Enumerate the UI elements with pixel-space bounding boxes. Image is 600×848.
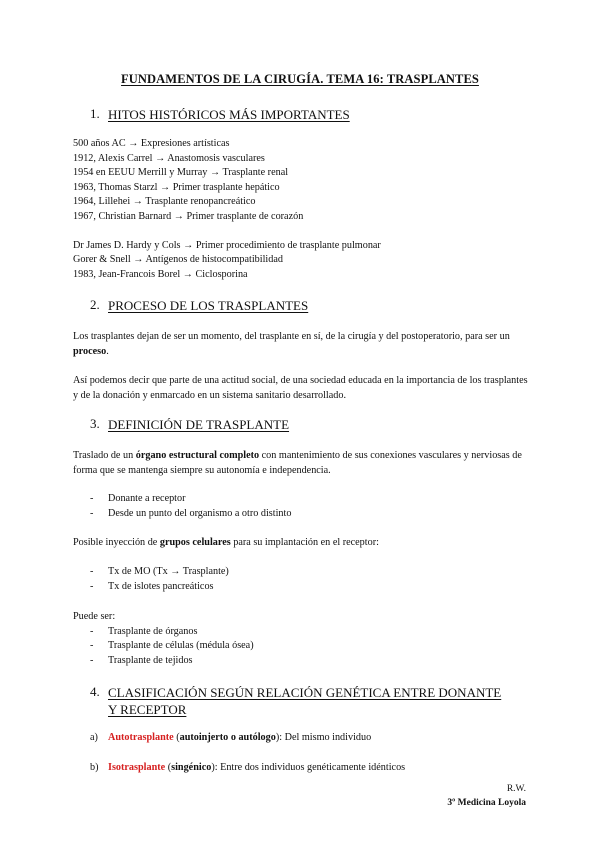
puede-ser-label: Puede ser:	[73, 611, 116, 622]
milestone-item: 500 años AC → Expresiones artísticas	[73, 138, 230, 149]
document-page: FUNDAMENTOS DE LA CIRUGÍA. TEMA 16: TRASPLANTES 1. HITOS HISTÓRICOS MÁS IMPORTANTES 500 años AC → Expresiones artísticas 1912, Alexis Carrel → Anastomosis vasculares 1954 en EEUU Merrill y Murray → Trasplante renal 1963, Thomas Starzl → Primer trasplante hepático 1964, Lillehei → Trasplante renopancreático 1967, Christian Barnard → Primer trasplante de corazón Dr James D. Hardy y Cols → Primer procedimiento de trasplante pulmonar Gorer & Snell → Antígenos de histocompatibilidad 1983, Jean-Francois Borel → Ciclosporina 2. PROCESO DE LOS TRASPLANTES Los trasplantes dejan de ser un momento, del trasplante en sí, de la cirugía y del postoperatorio, para ser un proceso. Así podemos decir que parte de una actitud social, de una sociedad educada en la importancia de los trasplantes y de la donación y enmarcado en un sistema sanitario desarrollado. 3. DEFINICIÓN DE TRASPLANTE Traslado de un órgano estructural completo con mantenimiento de sus conexiones vasculares y nerviosas de forma que se mantenga siempre su autonomía e independencia. - Donante a receptor - Desde un punto del organismo a otro distinto Posible inyección de grupos celulares para su implantación en el receptor: - Tx de MO (Tx → Trasplante) - Tx de islotes pancreáticos Puede ser: - Trasplante de órganos - Trasplante de células (médula ósea) - Trasplante de tejidos 4. CLASIFICACIÓN SEGÚN RELACIÓN GENÉTICA ENTRE DONANTE Y RECEPTOR a) Autotrasplante (autoinjerto o autólogo): Del mismo individuo b) Isotrasplante (singénico): Entre dos individuos genéticamente idénticos R.W. 3º Medicina Loyola	[0, 0, 600, 848]
milestone-item: 1954 en EEUU Merrill y Murray → Trasplante renal	[73, 167, 289, 178]
proceso-paragraph-2: Así podemos decir que parte de una actitud social, de una sociedad educada en la importancia de los trasplantes y de la donación y enmarcado en un sistema sanitario desarrollado.	[73, 375, 528, 401]
grupos-celulares-paragraph: Posible inyección de grupos celulares para su implantación en el receptor:	[73, 537, 379, 548]
document-title: FUNDAMENTOS DE LA CIRUGÍA. TEMA 16: TRASPLANTES	[121, 72, 479, 86]
milestone-item: 1963, Thomas Starzl → Primer trasplante hepático	[73, 182, 280, 193]
milestone-item: Gorer & Snell → Antígenos de histocompatibilidad	[73, 254, 283, 265]
milestone-item: 1964, Lillehei → Trasplante renopancreático	[73, 196, 256, 207]
footer-course: 3º Medicina Loyola	[447, 798, 526, 808]
milestone-item: 1983, Jean-Francois Borel → Ciclosporina	[73, 269, 248, 280]
milestone-item: 1967, Christian Barnard → Primer trasplante de corazón	[73, 211, 304, 222]
footer-author: R.W.	[506, 784, 526, 794]
proceso-paragraph-1: Los trasplantes dejan de ser un momento, del trasplante en sí, de la cirugía y del postoperatorio, para ser un proceso.	[73, 331, 510, 357]
definicion-paragraph: Traslado de un órgano estructural completo con mantenimiento de sus conexiones vasculares y nerviosas de forma que se mantenga siempre su autonomía e independencia.	[73, 450, 522, 476]
milestone-item: 1912, Alexis Carrel → Anastomosis vasculares	[73, 153, 265, 164]
milestone-item: Dr James D. Hardy y Cols → Primer procedimiento de trasplante pulmonar	[73, 240, 381, 251]
